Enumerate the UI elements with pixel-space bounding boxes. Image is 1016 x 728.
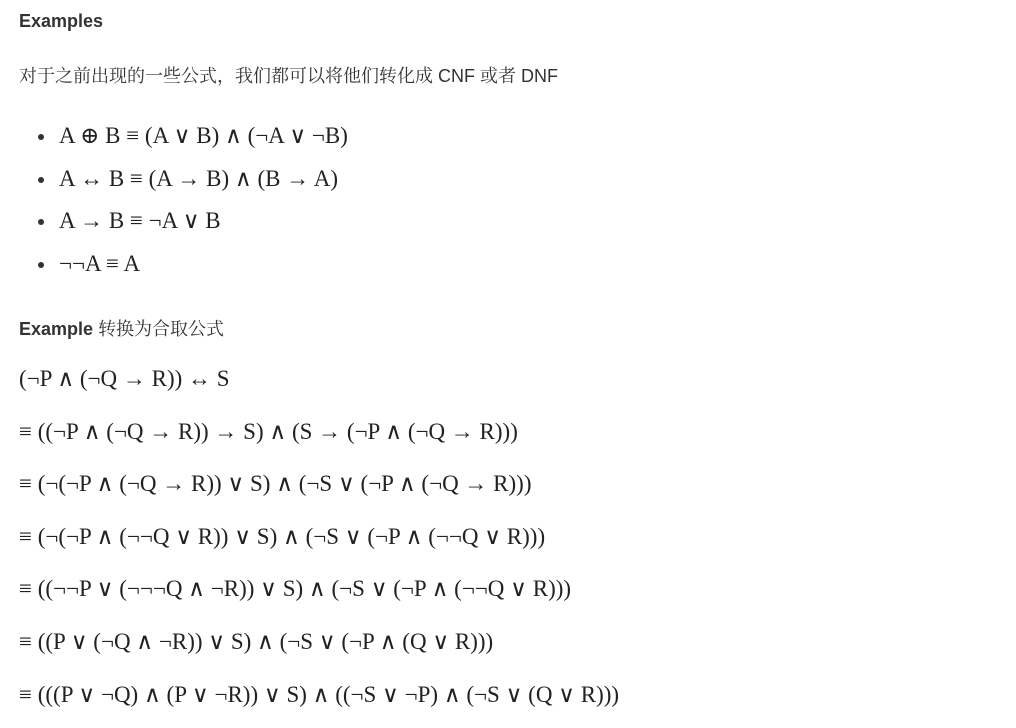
derivation-step: ≡ ((¬¬P ∨ (¬¬¬Q ∧ ¬R)) ∨ S) ∧ (¬S ∨ (¬P ∧ (¬¬Q ∨ R)))	[19, 576, 572, 602]
derivation-step: ≡ (¬(¬P ∧ (¬Q → R)) ∨ S) ∧ (¬S ∨ (¬P ∧ (¬Q → R)))	[19, 471, 532, 497]
intro-paragraph: 对于之前出现的一些公式，我们都可以将他们转化成 CNF 或者 DNF	[19, 66, 558, 86]
bullet-icon	[38, 134, 44, 140]
derivation-step: ≡ (¬(¬P ∧ (¬¬Q ∨ R)) ∨ S) ∧ (¬S ∨ (¬P ∧ (¬¬Q ∨ R)))	[19, 523, 546, 549]
list-item	[19, 202, 348, 245]
example-title: 转换为合取公式	[98, 319, 225, 339]
list-item	[19, 117, 348, 160]
section-heading: Examples	[19, 11, 104, 31]
equivalence-formula: A ↔ B ≡ (A → B) ∧ (B → A)	[59, 165, 338, 191]
bullet-icon	[38, 219, 44, 225]
list-item	[19, 160, 348, 203]
equivalence-list	[19, 117, 348, 287]
equivalence-formula: A ⊕ B ≡ (A ∨ B) ∧ (¬A ∨ ¬B)	[59, 123, 348, 148]
bullet-icon	[38, 177, 44, 183]
equivalence-formula: ¬¬A ≡ A	[59, 250, 141, 276]
bullet-icon	[38, 262, 44, 268]
example-heading	[19, 315, 224, 341]
derivation-steps	[19, 360, 619, 728]
derivation-step: ≡ ((P ∨ (¬Q ∧ ¬R)) ∨ S) ∧ (¬S ∨ (¬P ∧ (Q ∨ R)))	[19, 628, 494, 654]
derivation-step: ≡ (((P ∨ ¬Q) ∧ (P ∨ ¬R)) ∨ S) ∧ ((¬S ∨ ¬P) ∧ (¬S ∨ (Q ∨ R)))	[19, 681, 620, 707]
example-label: Example	[19, 319, 94, 339]
derivation-step: ≡ ((¬P ∧ (¬Q → R)) → S) ∧ (S → (¬P ∧ (¬Q → R)))	[19, 418, 518, 444]
equivalence-formula: A → B ≡ ¬A ∨ B	[59, 208, 221, 233]
derivation-step: (¬P ∧ (¬Q → R)) ↔ S	[19, 366, 230, 391]
list-item	[19, 245, 348, 288]
